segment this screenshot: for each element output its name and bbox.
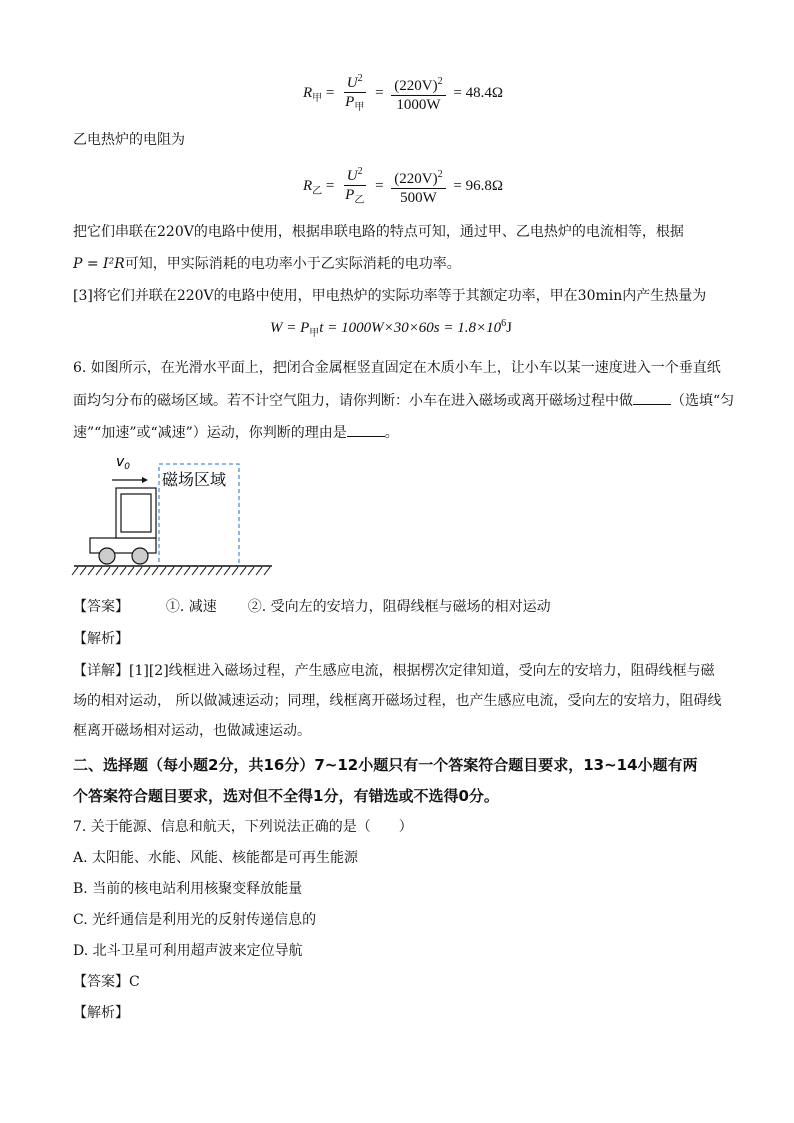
para-series-line2: P = I²R可知，甲实际消耗的电功率小于乙实际消耗的电功率。 [73, 256, 461, 272]
q7-option-c: C. 光纤通信是利用光的反射传递信息的 [73, 912, 317, 928]
q6-stem-line3: 速”“加速”或“减速”）运动，你判断的理由是 。 [73, 422, 399, 443]
text-yi-resistance: 乙电热炉的电阻为 [73, 132, 185, 148]
cart-icon [90, 488, 156, 564]
q6-detail-line3: 框离开磁场相对运动，也做减速运动。 [73, 723, 311, 739]
ground-icon [72, 566, 272, 575]
formula-r-yi: $R_乙$ = $\frac{U^2}{P_乙}$ = $\frac{(220V)^2}{500W}$ = 96.8Ω [303, 163, 503, 210]
q7-option-d: D. 北斗卫星可利用超声波来定位导航 [73, 943, 303, 959]
fraction-u2-over-p: $\frac{U^2}{P_乙}$ [342, 163, 367, 210]
q7-option-a: A. 太阳能、水能、风能、核能都是可再生能源 [73, 850, 359, 866]
fraction-voltage-over-power: $\frac{(220V)^2}{1000W}$ [391, 73, 445, 114]
formula-heat: $W = P_甲t = 1000W\times 30\times 60s = 1.8\times 10^6J$ [270, 318, 512, 339]
fraction-u2-over-p: $\frac{U^2}{P_甲}$ [342, 70, 367, 117]
q7-stem: 7. 关于能源、信息和航天，下列说法正确的是（ ） [73, 819, 413, 835]
cart-magnetic-field-figure [70, 450, 280, 580]
magnetic-region-label: 磁场区域 [162, 470, 227, 489]
answer-blank-2 [347, 422, 385, 437]
q6-answer: 【答案】 ①. 减速 ②. 受向左的安培力，阻碍线框与磁场的相对运动 [73, 599, 551, 615]
section2-heading-line1: 二、选择题（每小题2分，共16分）7~12小题只有一个答案符合题目要求，13~14小题有两 [73, 756, 698, 774]
q6-stem-line2: 面均匀分布的磁场区域。若不计空气阻力，请你判断：小车在进入磁场或离开磁场过程中做 （选填“匀 [73, 390, 734, 411]
q7-answer: 【答案】C [73, 974, 140, 990]
para-series-line1: 把它们串联在220V的电路中使用，根据串联电路的特点可知，通过甲、乙电热炉的电流相等，根据 [73, 224, 684, 240]
formula-r-jia: $R_甲$ = $\frac{U^2}{P_甲}$ = $\frac{(220V)^2}{1000W}$ = 48.4Ω [303, 70, 503, 117]
answer-blank-1 [633, 390, 671, 405]
para-parallel: [3]将它们并联在220V的电路中使用，甲电热炉的实际功率等于其额定功率，甲在30min内产生热量为 [73, 288, 707, 304]
section2-heading-line2: 个答案符合题目要求，选对但不全得1分，有错选或不选得0分。 [73, 787, 499, 805]
fraction-voltage-over-power: $\frac{(220V)^2}{500W}$ [391, 166, 445, 207]
q7-analysis-tag: 【解析】 [73, 1005, 129, 1021]
q6-detail-line2: 场的相对运动， 所以做减速运动；同理，线框离开磁场过程，也产生感应电流，受向左的安培力，阻碍线 [73, 693, 722, 709]
velocity-arrow-icon [112, 477, 148, 483]
q6-analysis-tag: 【解析】 [73, 631, 129, 647]
q7-option-b: B. 当前的核电站利用核聚变释放能量 [73, 881, 303, 897]
velocity-label: $v_0$ [116, 454, 131, 472]
q6-detail-line1: 【详解】[1][2]线框进入磁场过程，产生感应电流，根据楞次定律知道，受向左的安培力，阻碍线框与磁 [73, 663, 715, 679]
q6-stem-line1: 6. 如图所示，在光滑水平面上，把闭合金属框竖直固定在木质小车上，让小车以某一速度进入一个垂直纸 [73, 360, 721, 376]
